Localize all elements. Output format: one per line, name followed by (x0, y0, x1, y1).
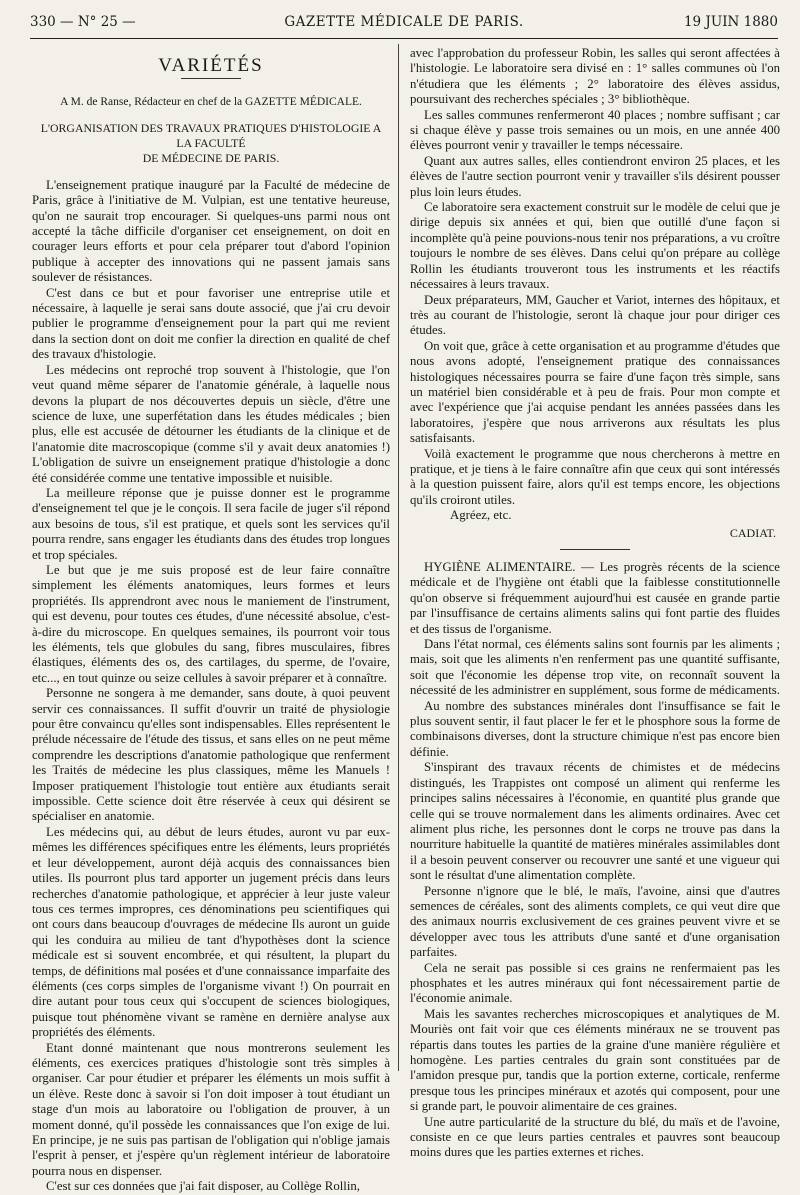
section-title: VARIÉTÉS (158, 55, 264, 76)
column-divider (398, 44, 399, 1071)
header-rule (30, 38, 778, 39)
closing-salutation: Agréez, etc. (450, 508, 512, 523)
hygiene-paragraph (410, 560, 780, 637)
paragraph: Etant donné maintenant que nous montrerons seulement les éléments, ces exercices pratiques d'histologie sont très simples à organiser. Car pour étudier et préparer les éléments un mois suffit à un élève. Reste donc à savoir si l'on doit imposer à tout étudiant un stage d'un mois au laboratoire ou l'obligation de prouver, à un moment donné, qu'il possède les connaissances que l'on exige de lui. En principe, je ne suis pas partisan de l'obligation qui n'oblige jamais l'esprit à penser, et j'espère qu'un règlement intérieur de laboratoire pourra nous en dispenser. (32, 1040, 390, 1178)
paragraph: On voit que, grâce à cette organisation et au programme d'études que nous avons adopté, l'enseignement pratique des connaissances histologiques nécessaires pourra se faire d'une façon très simple, sans un matériel bien considérable et à peu de frais. Pour mon compte et avec l'expérience que j'ai acquise pendant les années passées dans les laboratoires, j'espère que nous arriverons aux résultats les plus satisfaisants. (410, 338, 780, 446)
paragraph: Quant aux autres salles, elles contiendront environ 25 places, et les élèves de l'autre section pourront venir y travailler s'ils désirent pousser plus loin leurs études. (410, 153, 780, 199)
page-number: 330 — N° 25 — (30, 14, 136, 30)
paragraph: Les médecins qui, au début de leurs études, auront vu par eux-mêmes les différences spécifiques entre les éléments, leurs propriétés et leur développement, auront déjà acquis des connaissances bien utiles. Ils pourront plus tard apporter un jugement précis dans leurs recherches d'anatomie pathologique, et apprécier à leur juste valeur tous ces termes impropres, ces dénominations peu scientifiques qui ont cours dans beaucoup d'ouvrages de médecine Ils auront un guide qui les conduira au milieu de tant d'hypothèses dont la science médicale est si souvent encombrée, et qui résultent, la plupart du temps, de définitions mal posées et d'une connaissance imparfaite des éléments (ces corps simples de l'organisme vivant !) On pourrait en dire autant pour tous ceux qui s'occupent de sciences biologiques, puisque tout phénomène vivant se ramène en dernière analyse aux propriétés des éléments. (32, 824, 390, 1040)
paragraph: C'est dans ce but et pour favoriser une entreprise utile et nécessaire, à laquelle je serai sans doute associé, que j'ai cru devoir publier le programme d'enseignement pour la part qui me revient dans la section dont on doit me confier la direction en qualité de chef des travaux d'histologie. (32, 285, 390, 362)
subtitle-line-1: L'ORGANISATION DES TRAVAUX PRATIQUES D'HISTOLOGIE A LA FACULTÉ (40, 120, 382, 150)
paragraph: Au nombre des substances minérales dont l'insuffisance se fait le plus souvent sentir, il faut placer le fer et le phosphore sous la forme de combinaisons diverses, dont la structure chimique n'est pas encore bien définie. (410, 698, 780, 759)
paragraph: Ce laboratoire sera exactement construit sur le modèle de celui que je dirige depuis six années et qui, bien que outillé d'une façon si incomplète qu'à peine pouvions-nous tenir nos préparations, a vu croître toujours le nombre de ses élèves. Dans celui qu'on prépare au collège Rollin les étudiants trouveront tous les instruments et les réactifs nécessaires à leurs travaux. (410, 200, 780, 292)
paragraph: Les salles communes renfermeront 40 places ; nombre suffisant ; car si chaque élève y passe trois semaines ou un mois, en une année 400 élèves pourront venir y travailler le temps nécessaire. (410, 107, 780, 153)
hygiene-heading: HYGIÈNE ALIMENTAIRE. (424, 560, 576, 574)
section-rule (560, 549, 630, 550)
right-column (410, 46, 780, 1160)
paragraph: Dans l'état normal, ces éléments salins sont fournis par les aliments ; mais, soit que les aliments n'en renferment pas une quantité suffisante, soit que l'économie les dépense trop vite, on reconnaît souvent la nécessité de les administrer en supplément, sous forme de médicaments. (410, 637, 780, 698)
left-column (32, 46, 390, 1194)
author-signature: CADIAT. (729, 525, 776, 540)
paragraph: Les médecins ont reproché trop souvent à l'histologie, que l'on veut quand même séparer de l'anatomie générale, à laquelle nous devons la plupart de nos découvertes depuis un siècle, d'être une science de luxe, une superfétation dans les études médicales ; bien plus, elle est accusée de détourner les étudiants de la clinique et de l'anatomie dite macroscopique (comme s'il y avait deux anatomies !) L'obligation de suivre un enseignement pratique d'histologie a donc été considérée comme une tentative impossible et nuisible. (32, 362, 390, 485)
paragraph: C'est sur ces données que j'ai fait disposer, au Collège Rollin, (46, 1179, 361, 1194)
paragraph: Mais les savantes recherches microscopiques et analytiques de M. Mouriès ont fait voir que ces éléments minéraux ne se trouvent pas répartis dans toutes les parties de la graine d'une manière régulière et homogène. Les parties centrales du grain sont constituées par de l'amidon presque pur, tandis que la portion externe, corticale, renferme presque tous les principes minéraux et azotés qui composent, pour une si grande part, le pouvoir alimentaire de ces graines. (410, 1006, 780, 1114)
paragraph: avec l'approbation du professeur Robin, les salles qui seront affectées à l'histologie. Le laboratoire sera divisé en : 1° salles communes où l'on n'étudiera que les éléments ; 2° laboratoire des élèves assidus, poursuivant des recherches spéciales ; 3° bibliothèque. (410, 46, 780, 107)
hygiene-intro: — Les progrès récents de la science médicale et de l'hygiène ont établi que la faiblesse constitutionnelle qu'on observe si fréquemment aujourd'hui est causée en grande partie par l'insuffisance de certains aliments salins qui font partie des fluides et des tissus de l'organisme. (410, 560, 780, 636)
paragraph: Une autre particularité de la structure du blé, du maïs et de l'avoine, consiste en ce que leurs parties centrales et pauvres sont beaucoup moins dures que les parties externes et riches. (410, 1114, 780, 1160)
paragraph: S'inspirant des travaux récents de chimistes et de médecins distingués, les Trappistes ont composé un aliment qui renferme les principes salins nécessaires à l'économie, en quantité plus grande que celle qui se trouve normalement dans les aliments ordinaires. Avec cet aliment plus riche, les personnes dont le corps ne trouve pas dans la nourriture habituelle la quantité de matières minérales assimilables dont il a besoin peuvent conserver ou recouvrer une santé et une vigueur qui sont le résultat d'une alimentation complète. (410, 760, 780, 883)
paragraph: Cela ne serait pas possible si ces grains ne renfermaient pas les phosphates et les autres minéraux qui font nécessairement partie de l'économie animale. (410, 960, 780, 1006)
paragraph: Personne ne songera à me demander, sans doute, à quoi peuvent servir ces connaissances. Il suffit d'ouvrir un traité de physiologie pour être convaincu qu'elles sont indispensables. Elles représentent le prélude nécessaire de l'étude des tissus, et sans elles on ne peut même comprendre les descriptions d'anatomie pathologique que renferment les Traités de médecine les plus classiques, même les Manuels ! Imposer pratiquement l'histologie tout entière aux étudiants serait impossible. Cette science doit être réservée à ceux qui désirent se spécialiser en anatomie. (32, 686, 390, 824)
subtitle-line-2: DE MÉDECINE DE PARIS. (142, 150, 280, 165)
paragraph: La meilleure réponse que je puisse donner est le programme d'enseignement tel que je le conçois. Il sera facile de juger s'il répond aux besoins de tous, s'il est pratique, et quels sont les services qu'il pourra rendre, sans engager les étudiants dans des études trop longues et trop spéciales. (32, 485, 390, 562)
page-header (30, 14, 778, 36)
paragraph: Deux préparateurs, MM, Gaucher et Variot, internes des hôpitaux, et très au courant de l'histologie, seront là chaque jour pour diriger ces études. (410, 292, 780, 338)
paragraph: L'enseignement pratique inauguré par la Faculté de médecine de Paris, grâce à l'initiative de M. Vulpian, est une tentative heureuse, qu'on ne saurait trop encourager. Si quelques-uns parmi nous ont accepté la tâche difficile d'organiser cet enseignement, on doit en courager leurs efforts et pour cela préparer tout d'abord l'opinion publique à accepter des innovations qui ne passent jamais sans soulever de résistances. (32, 177, 390, 285)
paragraph: Voilà exactement le programme que nous chercherons à mettre en pratique, et je tiens à le faire connaître afin que ceux qui sont intéressés à la question puissent faire, alors qu'il est temps encore, les objections qu'ils croiront utiles. (410, 446, 780, 507)
article-subtitle (32, 121, 390, 166)
paragraph: Personne n'ignore que le blé, le maïs, l'avoine, ainsi que d'autres semences de céréales, sont des aliments complets, ce qui veut dire que des animaux nourris exclusivement de ces graines peuvent vivre et se développer avec tous les attributs d'une santé et d'une organisation parfaites. (410, 883, 780, 960)
paragraph: Le but que je me suis proposé est de leur faire connaître simplement les éléments anatomiques, leurs formes et leurs propriétés. Ils apprendront avec nous le maniement de l'instrument, qui est devenu, pour toutes ces études, d'une nécessité absolue, c'est-à-dire du microscope. En quelques semaines, ils pourront voir tous les éléments, tels que globules du sang, fibres musculaires, fibres élastiques, éléments des os, des cartilages, du sperme, de l'ovaire, etc..., en tout quinze ou seize cellules à savoir préparer et à connaître. (32, 562, 390, 685)
journal-title: GAZETTE MÉDICALE DE PARIS. (284, 14, 524, 30)
issue-date: 19 JUIN 1880 (683, 14, 778, 30)
byline: A M. de Ranse, Rédacteur en chef de la GAZETTE MÉDICALE. (60, 96, 362, 109)
title-rule (181, 78, 241, 79)
